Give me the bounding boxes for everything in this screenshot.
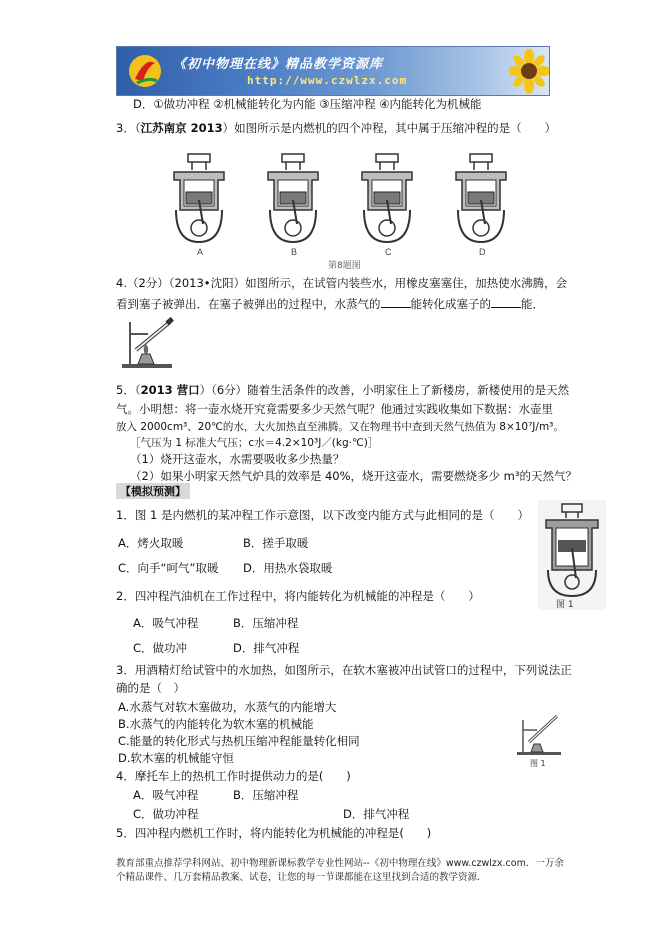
engine-strokes-figure — [168, 150, 534, 258]
engine-c — [362, 154, 412, 242]
m2-question: 2．四冲程汽油机在工作过程中，将内能转化为机械能的冲程是（ ） — [116, 589, 480, 603]
q5-number: 5．（ — [116, 383, 141, 397]
q3-source: 江苏南京 2013 — [140, 121, 223, 135]
header-banner — [116, 46, 550, 96]
m3-option-b: B.水蒸气的内能转化为软木塞的机械能 — [118, 717, 314, 731]
q5-line3: 放入 2000cm³、20℃的水，大火加热直至沸腾。又在物理书中查到天然气热值为 8×10⁷J/m³。 — [116, 421, 564, 433]
q5-line2: 气。小明想：将一壶水烧开究竟需要多少天然气呢？他通过实践收集如下数据：水壶里 — [116, 402, 553, 416]
m3-option-a: A.水蒸气对软木塞做功，水蒸气的内能增大 — [118, 700, 337, 714]
m4-option-c: C．做功冲程 — [133, 807, 199, 821]
q4-text-c: 能． — [521, 297, 544, 311]
logo-icon — [125, 53, 165, 89]
q2-option-d: D．①做功冲程 ②机械能转化为内能 ③压缩冲程 ④内能转化为机械能 — [133, 97, 482, 111]
engine-label-b: B — [291, 247, 298, 257]
m2-option-a: A．吸气冲程 — [133, 616, 199, 630]
footer-line2: 个精品课件、几万套精品教案、试卷，让您的每一节课都能在这里找到合适的教学资源． — [116, 872, 487, 883]
m3-test-tube-figure — [515, 710, 563, 760]
m3-line2: 确的是（ ） — [116, 681, 185, 695]
q5-line1 — [116, 383, 569, 398]
m3-line1: 3．用酒精灯给试管中的水加热，如图所示，在软木塞被冲出试管口的过程中，下列说法正 — [116, 663, 572, 677]
m4-option-d: D．排气冲程 — [343, 807, 410, 821]
m2-option-b: B．压缩冲程 — [233, 616, 299, 630]
question-3 — [116, 121, 556, 136]
figure-caption: 第8题图 — [328, 261, 361, 271]
m2-option-d: D．排气冲程 — [233, 641, 300, 655]
m3-option-c: C.能量的转化形式与热机压缩冲程能量转化相同 — [118, 734, 360, 748]
q4-text-b: 能转化成塞子的 — [410, 297, 491, 311]
m1-option-d: D．用热水袋取暖 — [243, 561, 333, 575]
banner-title: 《初中物理在线》精品教学资源库 — [173, 57, 384, 72]
q4-text-a: 看到塞子被弹出．在塞子被弹出的过程中，水蒸气的 — [116, 297, 381, 311]
q5-line4: ［气压为 1 标准大气压；c水＝4.2×10³J／(kg·℃)］ — [130, 437, 379, 449]
m1-option-b: B．搓手取暖 — [243, 536, 309, 550]
q3-number: 3．（ — [116, 121, 141, 135]
m4-question: 4．摩托车上的热机工作时提供动力的是( ) — [116, 769, 351, 783]
m5-question: 5．四冲程内燃机工作时，将内能转化为机械能的冲程是( ) — [116, 826, 432, 840]
figure-1-label: 图 1 — [556, 600, 574, 610]
m4-option-b: B．压缩冲程 — [233, 788, 299, 802]
q5-source: 2013 营口 — [140, 383, 200, 397]
engine-a — [174, 154, 224, 242]
q5-sub1: （1）烧开这壶水，水需要吸收多少热量？ — [130, 452, 345, 466]
m1-option-c: C．向手“呵气”取暖 — [118, 561, 219, 575]
q5-sub2: （2）如果小明家天然气炉具的效率是 40%，烧开这壶水，需要燃烧多少 m³的天然气？ — [130, 469, 577, 483]
footer-line1: 教育部重点推荐学科网站、初中物理新课标教学专业性网站--《初中物理在线》www.czwlzx.com．一万余 — [116, 858, 564, 869]
m1-question: 1．图 1 是内燃机的某冲程工作示意图，以下改变内能方式与此相同的是（ ） — [116, 508, 529, 522]
sunflower-icon — [509, 49, 549, 95]
q4-line2 — [116, 296, 544, 312]
engine-b — [268, 154, 318, 242]
m3-figure-label: 图 1 — [530, 759, 546, 768]
m4-option-a: A．吸气冲程 — [133, 788, 199, 802]
m3-option-d: D.软木塞的机械能守恒 — [118, 751, 235, 765]
q3-text: ）如图所示是内燃机的四个冲程，其中属于压缩冲程的是（ ） — [222, 121, 557, 135]
section-header: 【模拟预测】 — [116, 483, 190, 499]
q4-line1: 4.（2分）（2013•沈阳）如图所示，在试管内装些水，用橡皮塞塞住，加热使水沸腾，会 — [116, 276, 568, 290]
m1-option-a: A．烤火取暖 — [118, 536, 184, 550]
q4-blank-1[interactable] — [381, 296, 411, 308]
m2-option-c: C．做功冲 — [133, 641, 188, 655]
banner-url[interactable]: http://www.czwlzx.com — [247, 74, 408, 87]
figure-1-engine — [538, 500, 606, 610]
q4-blank-2[interactable] — [491, 296, 521, 308]
engine-label-c: C — [385, 247, 392, 257]
engine-d — [456, 154, 506, 242]
q5-text-1: ）（6分）随着生活条件的改善，小明家住上了新楼房，新楼使用的是天然 — [199, 383, 570, 397]
engine-label-d: D — [479, 247, 486, 257]
engine-label-a: A — [197, 247, 204, 257]
test-tube-figure — [118, 316, 178, 370]
